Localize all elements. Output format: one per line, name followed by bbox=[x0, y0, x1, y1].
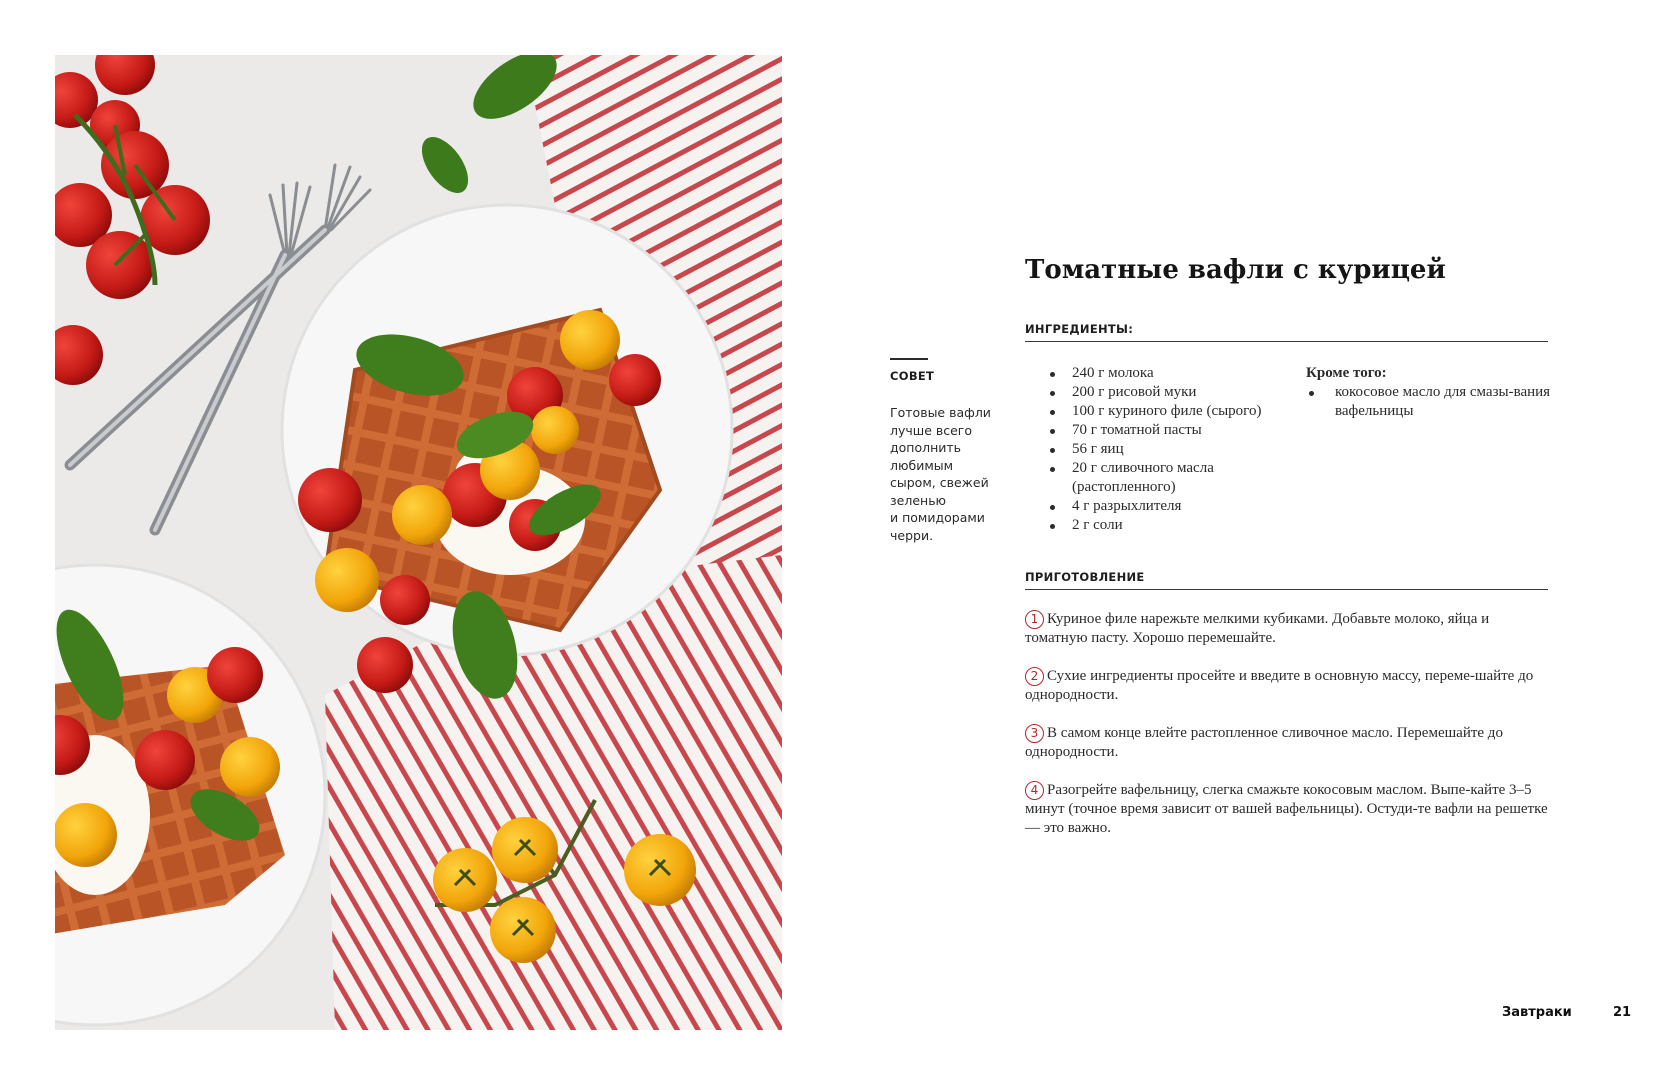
tip-divider bbox=[890, 358, 928, 360]
steps-list bbox=[1025, 610, 1553, 857]
step-number: 1 bbox=[1025, 610, 1044, 629]
step-item bbox=[1025, 667, 1553, 705]
ingredient-item: 240 г молока bbox=[1048, 364, 1293, 383]
ingredient-item: 20 г сливочного масла (растопленного) bbox=[1048, 459, 1293, 497]
ingredient-item: 2 г соли bbox=[1048, 516, 1293, 535]
tip-box bbox=[890, 358, 1000, 544]
step-item bbox=[1025, 781, 1553, 838]
ingredient-item: 70 г томатной пасты bbox=[1048, 421, 1293, 440]
ingredient-item: 200 г рисовой муки bbox=[1048, 383, 1293, 402]
step-number: 3 bbox=[1025, 724, 1044, 743]
ingredients-heading: ИНГРЕДИЕНТЫ: bbox=[1025, 322, 1548, 342]
tip-text: Готовые вафли лучше всего дополнить любимым сыром, свежей зеленью и помидорами черри. bbox=[890, 405, 991, 543]
extra-item: кокосовое масло для смазы-вания вафельницы bbox=[1306, 383, 1551, 421]
ingredient-item: 56 г яиц bbox=[1048, 440, 1293, 459]
extra-list bbox=[1306, 383, 1551, 421]
step-item bbox=[1025, 724, 1553, 762]
footer-section-name: Завтраки bbox=[1502, 1005, 1572, 1020]
recipe-title: Томатные вафли с курицей bbox=[1025, 255, 1446, 285]
extra-title: Кроме того: bbox=[1306, 365, 1387, 381]
ingredient-item: 4 г разрыхлителя bbox=[1048, 497, 1293, 516]
ingredient-item: 100 г куриного филе (сырого) bbox=[1048, 402, 1293, 421]
tip-title: СОВЕТ bbox=[890, 369, 935, 383]
page-number: 21 bbox=[1613, 1005, 1632, 1020]
step-item bbox=[1025, 610, 1553, 648]
step-number: 2 bbox=[1025, 667, 1044, 686]
ingredients-list bbox=[1048, 364, 1293, 535]
step-number: 4 bbox=[1025, 781, 1044, 800]
step-text: Разогрейте вафельницу, слегка смажьте кокосовым маслом. Выпе-кайте 3–5 минут (точное время зависит от вашей вафельницы). Остуди-те вафли на решетке — это важно. bbox=[1025, 782, 1548, 836]
recipe-photo bbox=[55, 55, 782, 1030]
step-text: Сухие ингредиенты просейте и введите в основную массу, переме-шайте до однородности. bbox=[1025, 668, 1534, 703]
step-text: В самом конце влейте растопленное сливочное масло. Перемешайте до однородности. bbox=[1025, 725, 1503, 760]
step-text: Куриное филе нарежьте мелкими кубиками. Добавьте молоко, яйца и томатную пасту. Хорошо перемешайте. bbox=[1025, 611, 1490, 646]
extra-ingredients bbox=[1306, 364, 1551, 421]
preparation-heading: ПРИГОТОВЛЕНИЕ bbox=[1025, 570, 1548, 590]
